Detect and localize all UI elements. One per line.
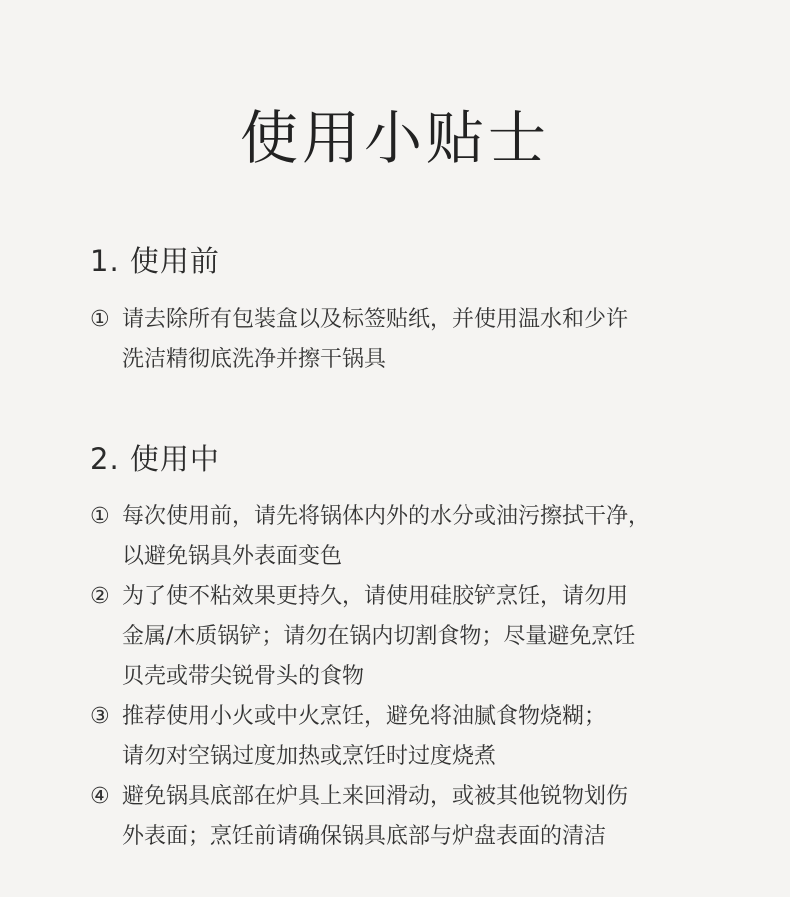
section-list-during-use — [90, 497, 730, 857]
tip-item — [90, 777, 730, 857]
tip-number-marker: ① — [90, 307, 110, 332]
tip-text-line: 请勿对空锅过度加热或烹饪时过度烧煮 — [122, 744, 497, 769]
tip-number-marker: ④ — [90, 784, 110, 809]
tip-text-line: 每次使用前，请先将锅体内外的水分或油污擦拭干净， — [122, 504, 651, 529]
tip-number-marker: ③ — [90, 704, 110, 729]
tip-number-marker: ② — [90, 584, 110, 609]
section-list-before-use — [90, 300, 730, 380]
tip-text-line: 请去除所有包装盒以及标签贴纸，并使用温水和少许 — [122, 307, 629, 332]
tip-text-line: 为了使不粘效果更持久，请使用硅胶铲烹饪，请勿用 — [122, 584, 629, 609]
tip-text-line: 贝壳或带尖锐骨头的食物 — [122, 664, 365, 689]
tip-item — [90, 497, 730, 577]
section-heading-during-use: 2. 使用中 — [90, 442, 220, 476]
tip-text-line: 推荐使用小火或中火烹饪，避免将油腻食物烧糊； — [122, 704, 607, 729]
tip-text-line: 洗洁精彻底洗净并擦干锅具 — [122, 347, 387, 372]
tip-item — [90, 300, 730, 380]
tip-text-line: 避免锅具底部在炉具上来回滑动，或被其他锐物划伤 — [122, 784, 629, 809]
section-heading-before-use: 1. 使用前 — [90, 244, 220, 278]
tip-item — [90, 577, 730, 697]
tip-item — [90, 697, 730, 777]
tip-text-line: 金属/木质锅铲；请勿在锅内切割食物；尽量避免烹饪 — [122, 624, 636, 649]
tip-text-line: 外表面；烹饪前请确保锅具底部与炉盘表面的清洁 — [122, 824, 607, 849]
tip-number-marker: ① — [90, 504, 110, 529]
page-title: 使用小贴士 — [239, 104, 550, 172]
tip-text-line: 以避免锅具外表面变色 — [122, 544, 343, 569]
